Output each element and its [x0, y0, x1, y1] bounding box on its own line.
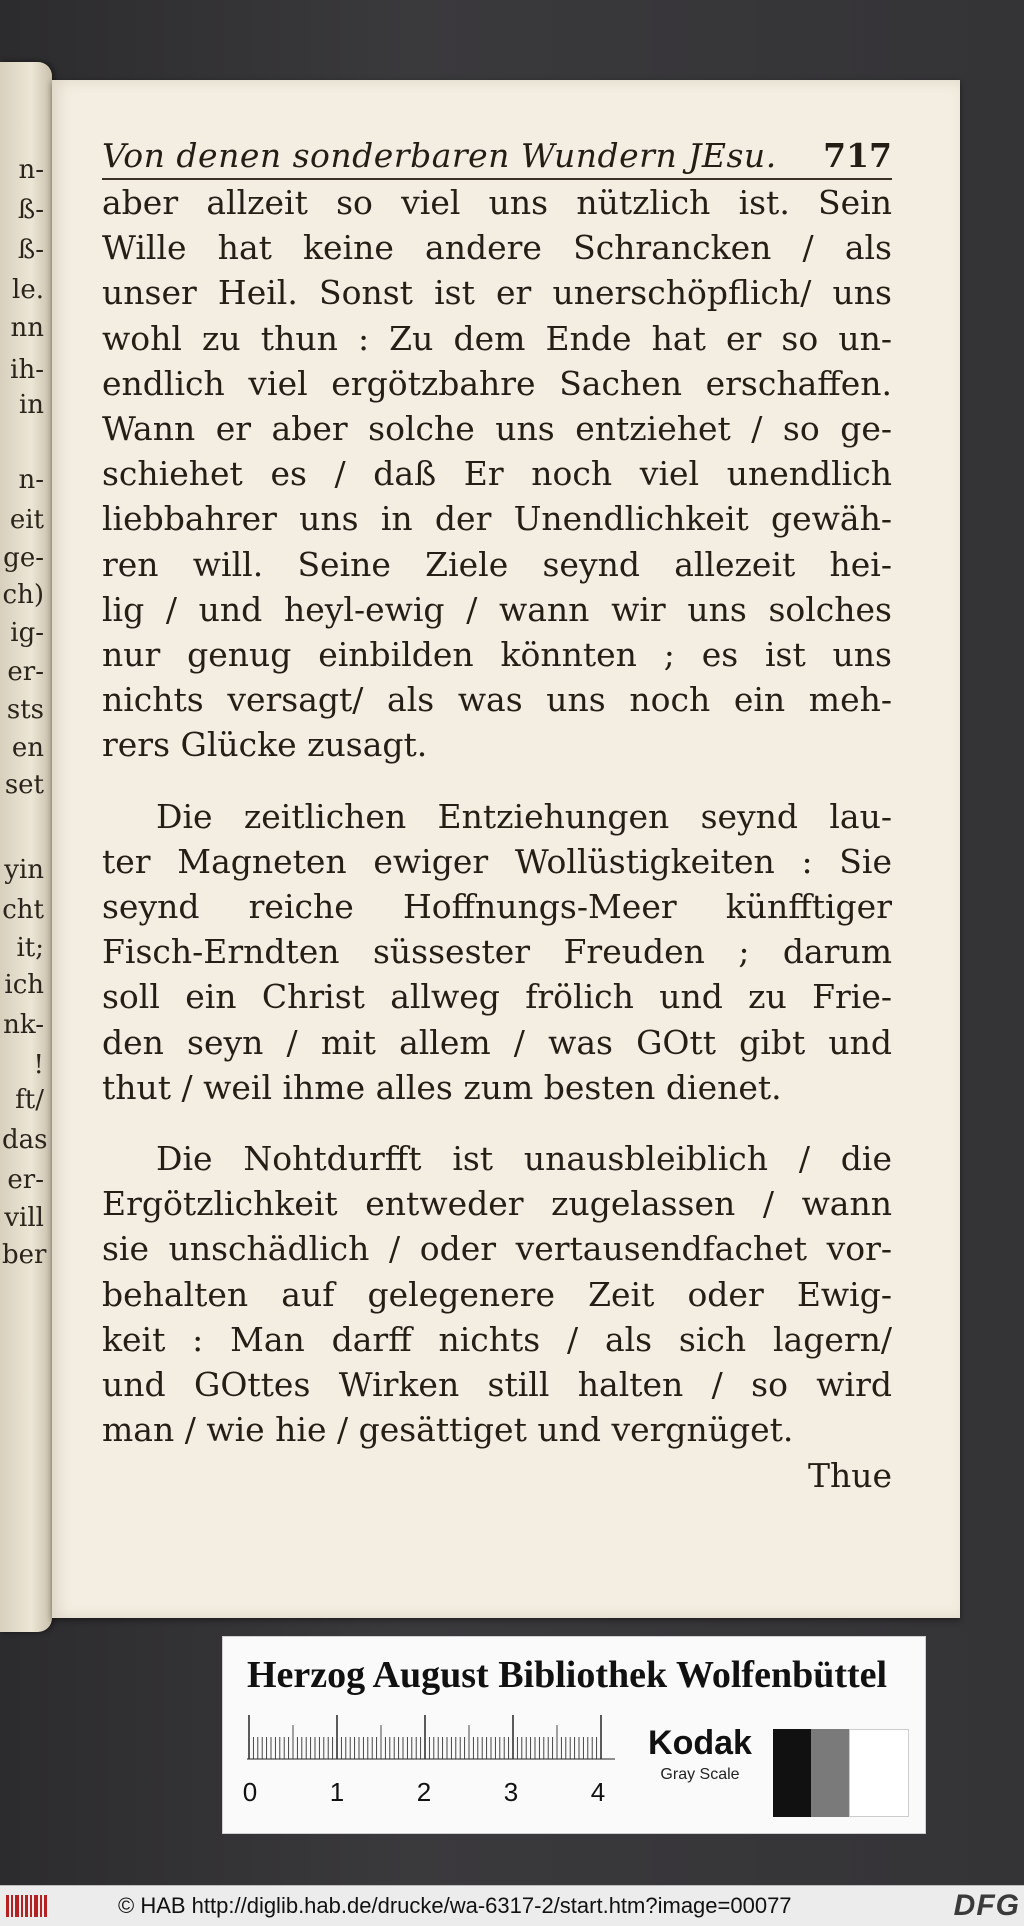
running-head — [102, 134, 892, 180]
left-page-fragment: n- — [18, 465, 44, 495]
ruler-number: 4 — [590, 1777, 606, 1807]
text-line: unser Heil. Sonst ist er unerschöpflich/ uns — [102, 273, 892, 313]
text-line: liebbahrer uns in der Unendlichkeit gewäh- — [102, 499, 892, 539]
left-page-fragment: er- — [7, 1165, 44, 1195]
left-page-edge — [0, 62, 52, 1632]
ruler-number: 1 — [329, 1777, 345, 1807]
text-line: sie unschädlich / oder vertausendfachet vor- — [102, 1229, 892, 1269]
copyright-link[interactable]: © HAB http://diglib.hab.de/drucke/wa-6317-2/start.htm?image=00077 — [118, 1893, 792, 1918]
institution-name: Herzog August Bibliothek Wolfenbüttel — [247, 1654, 888, 1696]
text-line: behalten auf gelegenere Zeit oder Ewig- — [102, 1274, 892, 1314]
catchword: Thue — [807, 1456, 892, 1495]
left-page-fragment: nn — [10, 313, 44, 343]
left-page-fragment: yin — [4, 855, 44, 885]
text-line: man / wie hie / gesättiget und vergnüget. — [102, 1410, 794, 1450]
text-line: Fisch-Erndten süssester Freuden ; darum — [102, 932, 892, 972]
text-line: wohl zu thun : Zu dem Ende hat er so un- — [102, 318, 892, 358]
text-line: schiehet es / daß Er noch viel unendlich — [102, 454, 892, 494]
left-page-fragment: nk- — [3, 1010, 44, 1040]
text-line: nichts versagt/ als was uns noch ein meh- — [102, 680, 892, 720]
text-line: seynd reiche Hoffnungs-Meer künfftiger — [102, 887, 892, 926]
left-page-fragment: eit — [9, 505, 44, 535]
text-line: Ergötzlichkeit entweder zugelassen / wann — [102, 1184, 892, 1224]
swatch-black — [773, 1729, 811, 1817]
text-line: soll ein Christ allweg frölich und zu Frie- — [102, 977, 892, 1017]
left-page-fragment: vill — [4, 1203, 44, 1233]
left-page-fragment: sts — [6, 695, 44, 725]
kodak-logo: Kodak — [648, 1724, 752, 1762]
left-page-fragment: ß- — [17, 235, 44, 265]
text-line: den seyn / mit allem / was GOtt gibt und — [102, 1022, 892, 1062]
left-page-fragment: in — [18, 390, 44, 420]
left-page-fragment: er- — [7, 657, 44, 687]
color-reference-card — [222, 1636, 926, 1834]
page-number: 717 — [823, 136, 892, 175]
left-page-fragment: ber — [2, 1240, 47, 1270]
left-page-fragment: n- — [18, 155, 44, 185]
left-page-fragment: ge- — [3, 543, 44, 573]
left-page-fragment: en — [11, 733, 44, 763]
text-line: Die Nohtdurfft ist unausbleiblich / die — [156, 1139, 892, 1178]
left-page-fragment: ! — [33, 1050, 44, 1080]
left-page-fragment: cht — [2, 895, 44, 925]
left-page-fragment: ig- — [10, 618, 44, 648]
hab-barcode-icon — [6, 1893, 48, 1919]
left-page-fragment: das — [2, 1125, 48, 1155]
left-page-fragment: it; — [16, 933, 44, 963]
swatch-white — [849, 1729, 909, 1817]
gray-scale-label: Gray Scale — [660, 1766, 740, 1783]
text-line: ren will. Seine Ziele seynd allezeit hei- — [102, 544, 892, 584]
ruler-number: 3 — [503, 1777, 519, 1807]
text-line: ter Magneten ewiger Wollüstigkeiten : Sie — [102, 841, 892, 881]
running-title: Von denen sonderbaren Wundern JEsu. — [102, 136, 777, 175]
left-page-fragment: ih- — [10, 355, 44, 385]
left-page-fragment: set — [4, 770, 44, 800]
left-page-fragment: ft/ — [15, 1085, 44, 1115]
text-line: rers Glücke zusagt. — [102, 725, 428, 765]
left-page-fragment: ich — [4, 970, 44, 1000]
text-line: Die zeitlichen Entziehungen seynd lau- — [156, 796, 892, 836]
text-line: Wann er aber solche uns entziehet / so ge- — [102, 409, 892, 448]
text-line: nur genug einbilden könnten ; es ist uns — [102, 635, 892, 674]
text-line: lig / und heyl-ewig / wann wir uns solches — [102, 589, 892, 629]
text-line: thut / weil ihme alles zum besten dienet. — [102, 1067, 782, 1107]
ruler-number: 2 — [416, 1777, 432, 1807]
text-line: keit : Man darff nichts / als sich lagern/ — [102, 1319, 892, 1359]
dfg-logo: DFG — [953, 1889, 1020, 1922]
ruler-number: 0 — [242, 1777, 258, 1807]
swatch-gray — [811, 1729, 849, 1817]
text-line: und GOttes Wirken still halten / so wird — [102, 1365, 892, 1404]
text-line: endlich viel ergötzbahre Sachen erschaffen. — [102, 363, 892, 403]
left-page-fragment: ch) — [2, 580, 44, 610]
viewer-footer — [0, 1885, 1024, 1926]
ruler — [247, 1715, 627, 1767]
left-page-fragment: ß- — [17, 195, 44, 225]
book-page — [52, 80, 960, 1618]
left-page-fragment: le. — [12, 275, 44, 305]
text-line: Wille hat keine andere Schrancken / als — [102, 228, 892, 268]
text-line: aber allzeit so viel uns nützlich ist. Sein — [102, 183, 892, 222]
